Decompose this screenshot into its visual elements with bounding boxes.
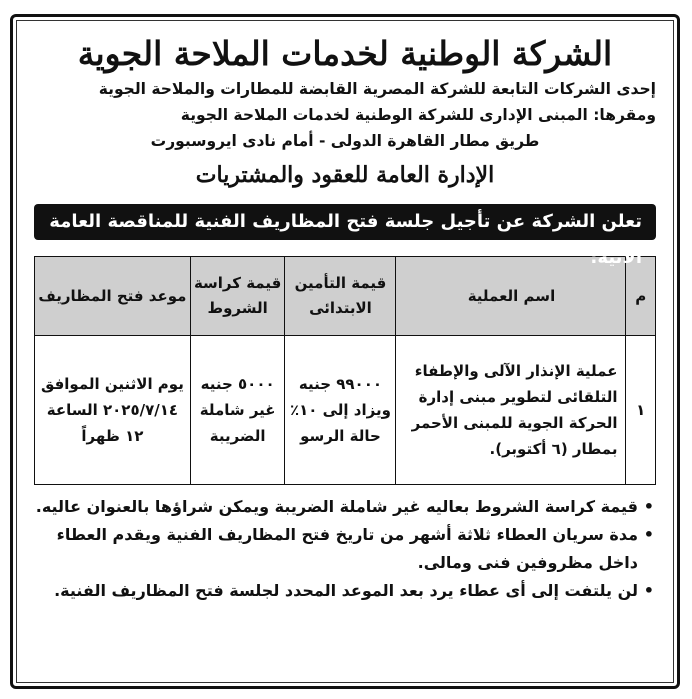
header-booklet: قيمة كراسة الشروط	[190, 257, 285, 336]
affiliation-line: إحدى الشركات التابعة للشركة المصرية القابضة للمطارات والملاحة الجوية	[98, 80, 656, 98]
tender-table	[34, 256, 656, 485]
department-title: الإدارة العامة للعقود والمشتريات	[195, 162, 495, 188]
notes-list	[34, 493, 656, 605]
cell-booklet: ٥٠٠٠ جنيه غير شاملة الضريبة	[190, 336, 285, 485]
road-line: طريق مطار القاهرة الدولى - أمام نادى ايروسبورت	[150, 132, 540, 150]
table-row	[35, 336, 656, 485]
header-num: م	[626, 257, 656, 336]
header-date: موعد فتح المظاريف	[35, 257, 191, 336]
list-item	[34, 521, 656, 577]
table-header-row	[35, 257, 656, 336]
header-insurance: قيمة التأمين الابتدائى	[285, 257, 396, 336]
announcement	[20, 22, 670, 605]
cell-num: ١	[626, 336, 656, 485]
company-title: الشركة الوطنية لخدمات الملاحة الجوية	[77, 34, 613, 73]
note-text: لن يلتفت إلى أى عطاء يرد بعد الموعد المحدد لجلسة فتح المظاريف الفنية.	[54, 581, 638, 600]
cell-date: يوم الاثنين الموافق ٢٠٢٥/٧/١٤ الساعة ١٢ ظهراً	[35, 336, 191, 485]
bullet-icon: •	[643, 581, 654, 600]
note-text: قيمة كراسة الشروط بعاليه غير شاملة الضريبة ويمكن شراؤها بالعنوان عاليه.	[35, 497, 638, 516]
announcement-banner: تعلن الشركة عن تأجيل جلسة فتح المظاريف الفنية للمناقصة العامة الآتية:	[34, 204, 656, 240]
header-name: اسم العملية	[396, 257, 626, 336]
list-item	[34, 493, 656, 521]
note-text: مدة سريان العطاء ثلاثة أشهر من تاريخ فتح المظاريف الفنية ويقدم العطاء داخل مظروفين فنى ومالى.	[56, 525, 638, 572]
list-item	[34, 577, 656, 605]
cell-insurance: ٩٩٠٠٠ جنيه ويزاد إلى ١٠٪ حالة الرسو	[285, 336, 396, 485]
bullet-icon: •	[643, 497, 654, 516]
cell-name: عملية الإنذار الآلى والإطفاء التلقائى لتطوير مبنى إدارة الحركة الجوية للمبنى الأحمر بمطار (٦ أكتوبر).	[396, 336, 626, 485]
bullet-icon: •	[643, 525, 654, 544]
address-line: ومقرها: المبنى الإدارى للشركة الوطنية لخدمات الملاحة الجوية	[180, 106, 656, 124]
